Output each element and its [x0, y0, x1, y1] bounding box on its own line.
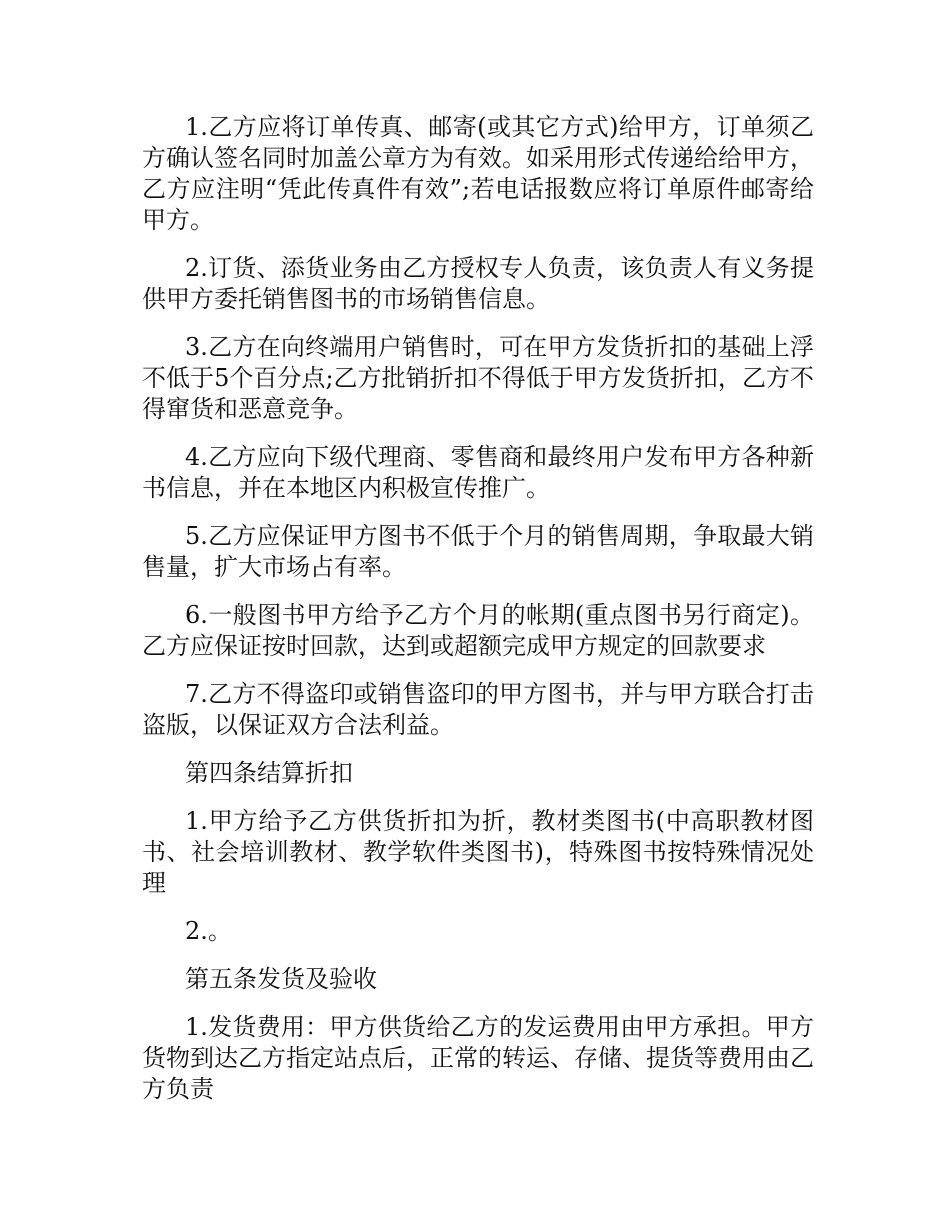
clause-supply-discount: 1.甲方给予乙方供货折扣为折，教材类图书(中高职教材图书、社会培训教材、教学软件类图书)，特殊图书按特殊情况处理: [142, 807, 814, 897]
document-page: [142, 112, 814, 1122]
clause-new-book-promotion: 4.乙方应向下级代理商、零售商和最终用户发布甲方各种新书信息，并在本地区内积极宣传推广。: [142, 443, 814, 502]
clause-order-submission: 1.乙方应将订单传真、邮寄(或其它方式)给甲方，订单须乙方确认签名同时加盖公章方为有效。如采用形式传递给给甲方，乙方应注明“凭此传真件有效”;若电话报数应将订单原件邮寄给甲方。: [142, 113, 814, 234]
clause-anti-piracy: 7.乙方不得盗印或销售盗印的甲方图书，并与甲方联合打击盗版，以保证双方合法利益。: [142, 680, 814, 739]
clause-payment-period: 6.一般图书甲方给予乙方个月的帐期(重点图书另行商定)。乙方应保证按时回款，达到或超额完成甲方规定的回款要求: [142, 601, 814, 660]
section-heading-delivery-acceptance: 第五条发货及验收: [185, 965, 377, 993]
clause-delivery-cost: 1.发货费用：甲方供货给乙方的发运费用由甲方承担。甲方货物到达乙方指定站点后，正常的转运、存储、提货等费用由乙方负责: [142, 1013, 814, 1103]
clause-sales-cycle: 5.乙方应保证甲方图书不低于个月的销售周期，争取最大销售量，扩大市场占有率。: [142, 522, 814, 581]
section-heading-settlement-discount: 第四条结算折扣: [185, 759, 353, 787]
clause-item-2: 2.。: [185, 917, 232, 945]
clause-sales-discount: 3.乙方在向终端用户销售时，可在甲方发货折扣的基础上浮不低于5个百分点;乙方批销折扣不得低于甲方发货折扣，乙方不得窜货和恶意竞争。: [142, 333, 814, 423]
clause-order-responsibility: 2.订货、添货业务由乙方授权专人负责，该负责人有义务提供甲方委托销售图书的市场销售信息。: [142, 254, 814, 313]
